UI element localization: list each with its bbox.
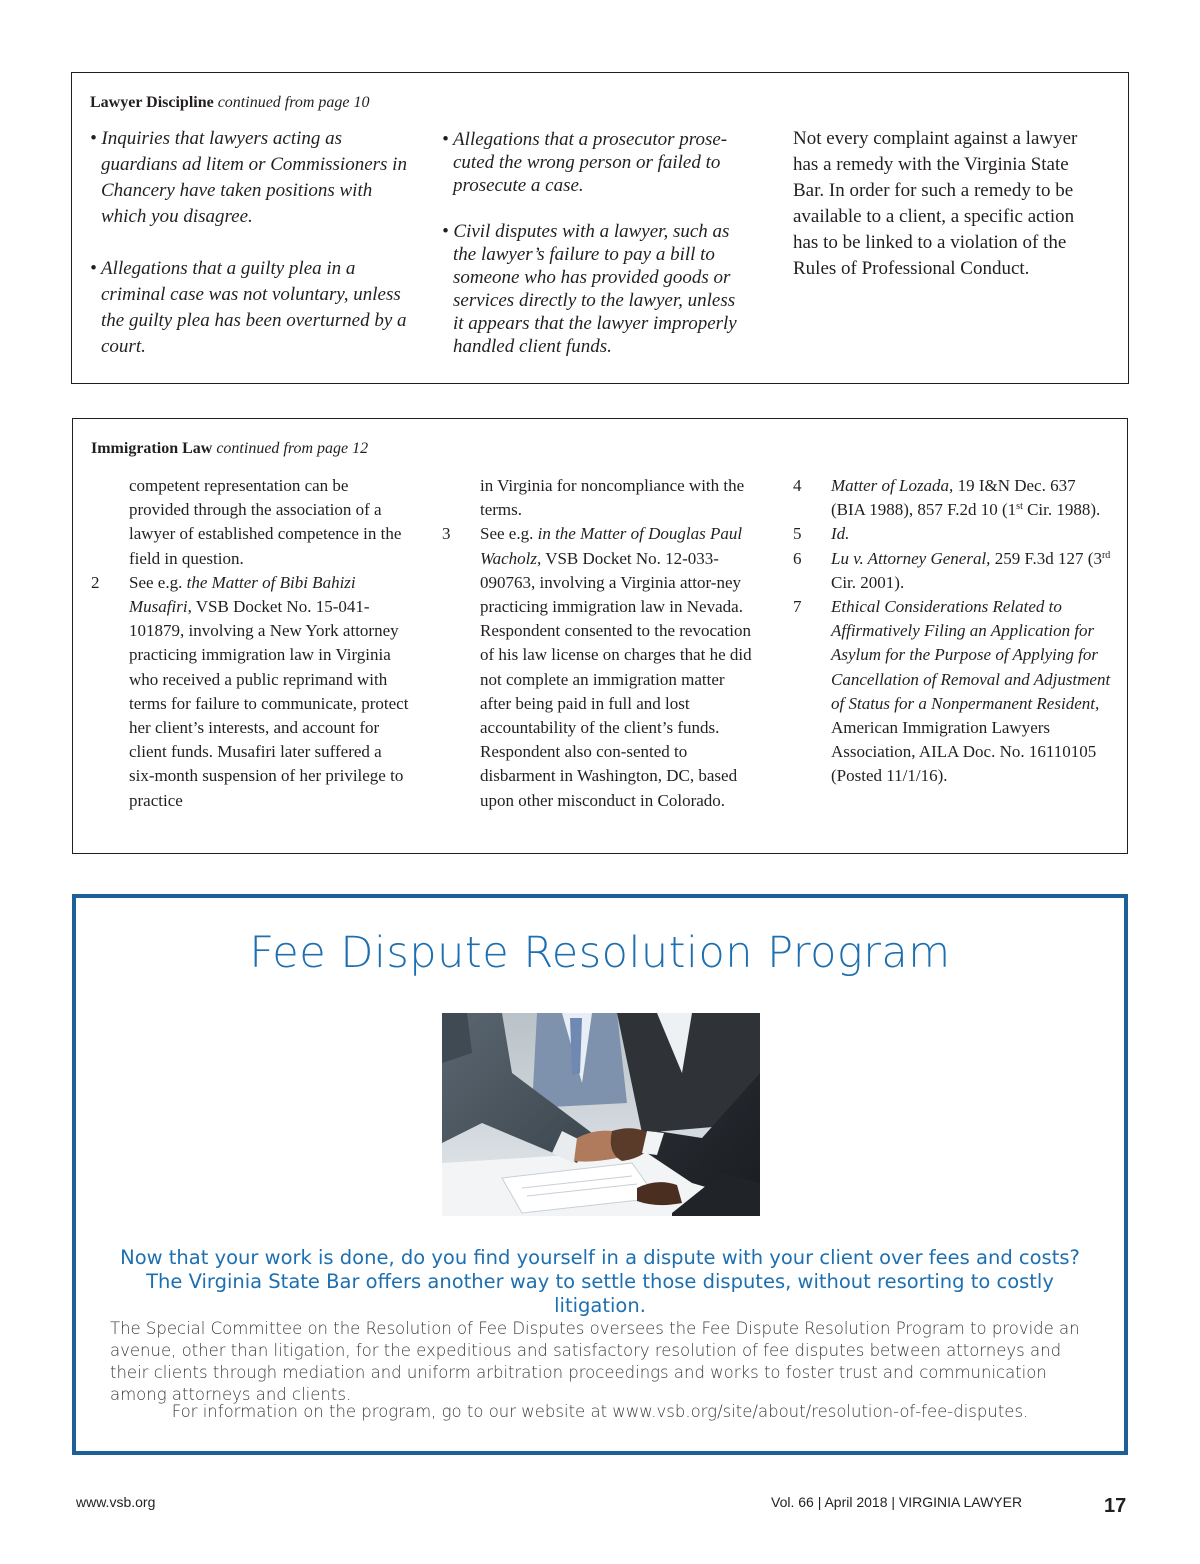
fee-dispute-advertisement <box>72 894 1128 1455</box>
fee-dispute-title: Fee Dispute Resolution Program <box>249 928 951 978</box>
handshake-photo <box>442 1013 760 1216</box>
footnote-number: 6 <box>793 548 802 568</box>
footnote-number: 4 <box>793 476 802 495</box>
footnotes-column-3 <box>793 474 1113 789</box>
footer-website: www.vsb.org <box>76 1494 156 1510</box>
discipline-column-1 <box>90 126 408 360</box>
fee-dispute-info: For information on the program, go to our website at www.vsb.org/site/about/resolution-of-fee-disputes. <box>171 1402 1029 1421</box>
heading-continued: continued from page 12 <box>216 440 369 457</box>
handshake-illustration <box>442 1013 760 1216</box>
footnotes-column-1 <box>91 474 409 813</box>
lawyer-discipline-box <box>71 72 1129 384</box>
discipline-column-3: Not every complaint against a lawyer has a remedy with the Virginia State Bar. In order for such a remedy to be available to a client, a specific action has to be linked to a violation of the Rules of Professional Conduct. <box>793 128 1078 279</box>
footnote-number: 7 <box>793 597 802 617</box>
footnote-4: 4 Matter of Lozada, 19 I&N Dec. 637 (BIA 1988), 857 F.2d 10 (1st Cir. 1988). <box>793 476 1101 520</box>
fee-dispute-body: The Special Committee on the Resolution of Fee Disputes oversees the Fee Dispute Resolution Program to provide an avenue, other than litigation, for the expeditious and satisfactory resolution of fee disputes between attorneys and their clients through mediation and uniform arbitration proceedings and works to foster trust and communication among attorneys and clients. <box>110 1319 1080 1404</box>
footnote-7: 7 Ethical Considerations Related to Affirmatively Filing an Application for Asylum for the Purpose of Applying for Cancellation of Removal and Adjustment of Status for a Nonpermanent Resident, American Immigration Lawyers Association, AILA Doc. No. 16110105 (Posted 11/1/16). <box>793 597 1111 786</box>
footnote-3: 3 See e.g. in the Matter of Douglas Paul Wacholz, VSB Docket No. 12-033-090763, involving a Virginia attor-ney practicing immigration law in Nevada. Respondent consented to the revocation of his law license on charges that he did not complete an immigration matter after being paid in full and lost accountability of the client’s funds. Respondent also con-sented to disbarment in Washington, DC, based upon other misconduct in Colorado. <box>442 524 752 810</box>
heading-title: Lawyer Discipline <box>90 94 214 111</box>
bullet-item: • Inquiries that lawyers acting as guardians ad litem or Commissioners in Chancery have taken positions with which you disagree. <box>90 128 407 227</box>
footnote-6: 6 Lu v. Attorney General, 259 F.3d 127 (3rd Cir. 2001). <box>793 548 1111 592</box>
footnote-number: 3 <box>442 524 451 544</box>
footnote-number: 5 <box>793 524 802 544</box>
page-number: 17 <box>1104 1495 1127 1517</box>
immigration-law-heading <box>91 439 368 459</box>
fee-dispute-lead: Now that your work is done, do you find yourself in a dispute with your client over fees and costs? The Virginia State Bar offers another way to settle those disputes, without resorting to costly litigation. <box>120 1246 1080 1317</box>
footnote-continuation: competent representation can be provided through the association of a lawyer of established competence in the field in question. <box>129 476 402 568</box>
bullet-item: • Allegations that a guilty plea in a criminal case was not voluntary, unless the guilty plea has been overturned by a court. <box>90 258 407 357</box>
footnote-5: 5 Id. <box>793 522 1113 546</box>
bullet-item: • Civil disputes with a lawyer, such as the lawyer’s failure to pay a bill to someone who has provided goods or services directly to the lawyer, unless it appears that the lawyer improperly handled client funds. <box>442 221 737 357</box>
footnotes-column-2 <box>442 474 756 813</box>
footnote-2: 2 See e.g. the Matter of Bibi Bahizi Musafiri, VSB Docket No. 15-041-101879, involving a New York attorney practicing immigration law in Virginia who received a public reprimand with terms for failure to communicate, protect her client’s interests, and account for client funds. Musafiri later suffered a six-month suspension of her privilege to practice <box>91 572 409 810</box>
footnote-continuation: in Virginia for noncompliance with the terms. <box>480 476 745 520</box>
discipline-column-2 <box>442 128 747 358</box>
footer-issue: Vol. 66 | April 2018 | VIRGINIA LAWYER <box>771 1494 1023 1510</box>
bullet-item: • Allegations that a prosecutor prose-cuted the wrong person or failed to prosecute a case. <box>442 129 728 196</box>
heading-continued: continued from page 10 <box>217 94 370 111</box>
footnote-number: 2 <box>91 572 100 592</box>
heading-title: Immigration Law <box>91 440 213 457</box>
immigration-law-box <box>72 418 1128 854</box>
lawyer-discipline-heading <box>90 93 370 113</box>
